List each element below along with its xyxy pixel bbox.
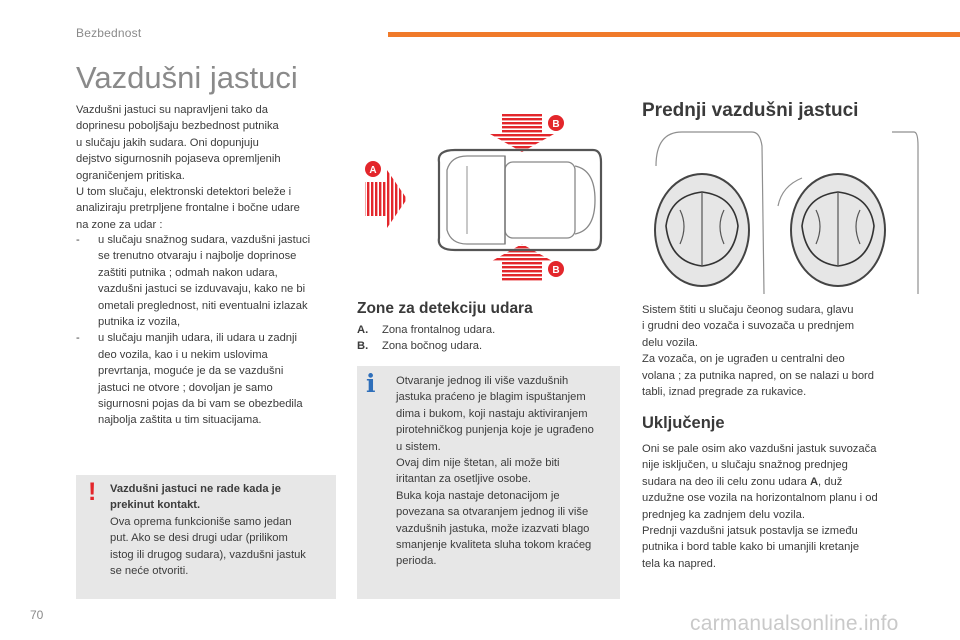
activation-segment: tela ka napred. <box>642 557 717 570</box>
activation-title: Uključenje <box>642 414 725 432</box>
impact-zones-diagram <box>355 110 605 290</box>
bullet-line: u slučaju manjih udara, ili udara u zadnji <box>98 332 298 345</box>
watermark: carmanualsonline.info <box>690 612 899 635</box>
warning-line: se neće otvoriti. <box>110 565 189 578</box>
car-top-view-icon <box>439 150 601 250</box>
intro-line: u slučaju jakih sudara. Oni dopunjuju <box>76 136 259 149</box>
info-line: pirotehničkog punjenja koje je ugrađeno <box>396 424 594 437</box>
system-line: Za vozača, on je ugrađen u centralni deo <box>642 353 845 366</box>
system-line: volana ; za putnika napred, on se nalazi u bord <box>642 369 874 382</box>
activation-segment: sudara na deo ili celu zonu udara <box>642 475 810 488</box>
page-title: Vazdušni jastuci <box>76 60 298 95</box>
front-airbags-title: Prednji vazdušni jastuci <box>642 100 859 121</box>
bullet-item <box>76 330 341 428</box>
bullet-list <box>76 232 341 429</box>
marker-b-top <box>548 115 564 131</box>
activation-line <box>642 507 912 523</box>
system-line: i grudni deo vozača i suvozača u prednjem <box>642 320 855 333</box>
info-line: dima i bukom, koji nastaju aktiviranjem <box>396 407 588 420</box>
info-line: Otvaranje jednog ili više vazdušnih <box>396 375 569 387</box>
driver-airbag-icon <box>655 174 749 286</box>
intro-line: doprinesu poboljšaju bezbednost putnika <box>76 120 279 133</box>
info-line: Buka koja nastaje detonacijom je <box>396 489 560 502</box>
bullet-line: sigurnosni pojas da bi vam se obezbedila <box>98 398 303 411</box>
header-accent-bar <box>388 32 960 37</box>
warning-icon: ! <box>88 478 97 506</box>
bullet-item <box>76 232 341 330</box>
bullet-line: u slučaju snažnog sudara, vazdušni jastuci <box>98 234 311 246</box>
activation-segment: nije isključen, u slučaju snažnog prednjeg <box>642 459 848 472</box>
bullet-line: zaštiti putnika ; odmah nakon udara, <box>98 266 278 279</box>
zone-key: A. <box>357 324 369 336</box>
intro-line: Vazdušni jastuci su napravljeni tako da <box>76 104 268 116</box>
zone-key: B. <box>357 340 369 353</box>
bullet-line: prevrtanja, moguće je da se vazdušni <box>98 365 284 378</box>
bullet-line: putnika iz vozila, <box>98 316 181 329</box>
activation-line <box>642 556 912 572</box>
info-line: jastuka praćeno je blagim ispuštanjem <box>396 391 586 404</box>
warning-line: istog ili drugog sudara), vazdušni jastuk <box>110 548 306 561</box>
intro-paragraph <box>76 102 341 233</box>
system-line: delu vozila. <box>642 336 698 349</box>
zone-text: Zona bočnog udara. <box>382 340 483 353</box>
intro-line: na zone za udar : <box>76 218 163 231</box>
zone-text: Zona frontalnog udara. <box>382 324 496 336</box>
svg-text:B: B <box>552 119 560 130</box>
side-impact-arrow-top <box>490 114 554 152</box>
bullet-line: ometali preglednost, niti eventualni izlazak <box>98 299 308 312</box>
front-impact-arrow <box>365 170 407 228</box>
activation-segment: , duž <box>818 475 843 488</box>
activation-line <box>642 490 912 506</box>
intro-line: analiziraju pretrpljene frontalne i bočne udare <box>76 202 300 215</box>
bullet-dash: - <box>76 332 80 345</box>
info-text <box>396 373 614 570</box>
info-line: smanjenje kvaliteta sluha tokom kraćeg <box>396 539 592 552</box>
bullet-dash: - <box>76 234 80 246</box>
bullet-text <box>98 232 341 330</box>
bullet-line: se trenutno otvaraju i najbolje doprinose <box>98 250 297 263</box>
warning-line: put. Ako se desi drugi udar (prilikom <box>110 532 288 545</box>
zone-item <box>357 322 617 338</box>
warning-bold-line: prekinut kontakt. <box>110 499 201 512</box>
activation-line <box>642 457 912 473</box>
system-description <box>642 302 912 400</box>
warning-line: Ova oprema funkcioniše samo jedan <box>110 515 292 528</box>
activation-line <box>642 474 912 490</box>
bullet-line: deo vozila, kao i u nekim uslovima <box>98 348 268 361</box>
intro-line: U tom slučaju, elektronski detektori beleže i <box>76 186 292 199</box>
warning-bold-line: Vazdušni jastuci ne rade kada je <box>110 483 281 495</box>
info-line: vazdušnih jastuka, može izazvati blago <box>396 522 590 535</box>
activation-line <box>642 539 912 555</box>
info-icon: i <box>366 369 376 398</box>
zones-title: Zone za detekciju udara <box>357 300 533 317</box>
passenger-airbag-icon <box>791 174 885 286</box>
bullet-line: vazdušni jastuci se izduvavaju, kako ne bi <box>98 283 306 296</box>
front-airbags-illustration <box>652 126 922 294</box>
info-line: perioda. <box>396 555 437 568</box>
zone-item <box>357 338 617 354</box>
svg-text:A: A <box>369 165 377 176</box>
activation-segment: Prednji vazdušni jatsuk postavlja se između <box>642 525 858 538</box>
intro-line: ograničenjem pritiska. <box>76 169 185 182</box>
svg-text:B: B <box>552 265 560 276</box>
zones-list <box>357 322 617 355</box>
activation-text <box>642 441 912 572</box>
activation-line <box>642 441 912 457</box>
info-line: iritantan za osetljive osobe. <box>396 473 531 486</box>
info-line: u sistem. <box>396 440 441 453</box>
page-number: 70 <box>30 608 44 622</box>
marker-a <box>365 161 381 177</box>
activation-segment: A <box>809 475 819 488</box>
info-line: Ovaj dim nije štetan, ali može biti <box>396 457 560 470</box>
bullet-text <box>98 330 341 428</box>
system-line: Sistem štiti u slučaju čeonog sudara, glavu <box>642 304 854 316</box>
marker-b-bottom <box>548 261 564 277</box>
activation-line <box>642 523 912 539</box>
section-label: Bezbednost <box>76 26 142 40</box>
activation-segment: uzdužne ose vozila na horizontalnom planu i od <box>642 492 878 505</box>
bullet-line: jastuci ne otvore ; dovoljan je samo <box>98 381 273 394</box>
system-line: tabli, iznad pregrade za rukavice. <box>642 386 807 399</box>
bullet-line: najbolja zaštita u tim situacijama. <box>98 414 262 427</box>
warning-text <box>110 481 322 579</box>
intro-line: dejstvo sigurnosnih pojaseva opremljenih <box>76 153 281 166</box>
activation-segment: putnika i bord table kako bi umanjili kretanje <box>642 541 860 554</box>
info-line: povezana sa otvaranjem jednog ili više <box>396 506 589 519</box>
activation-segment: prednjeg ka zadnjem delu vozila. <box>642 508 805 521</box>
activation-segment: Oni se pale osim ako vazdušni jastuk suvozača <box>642 443 877 455</box>
